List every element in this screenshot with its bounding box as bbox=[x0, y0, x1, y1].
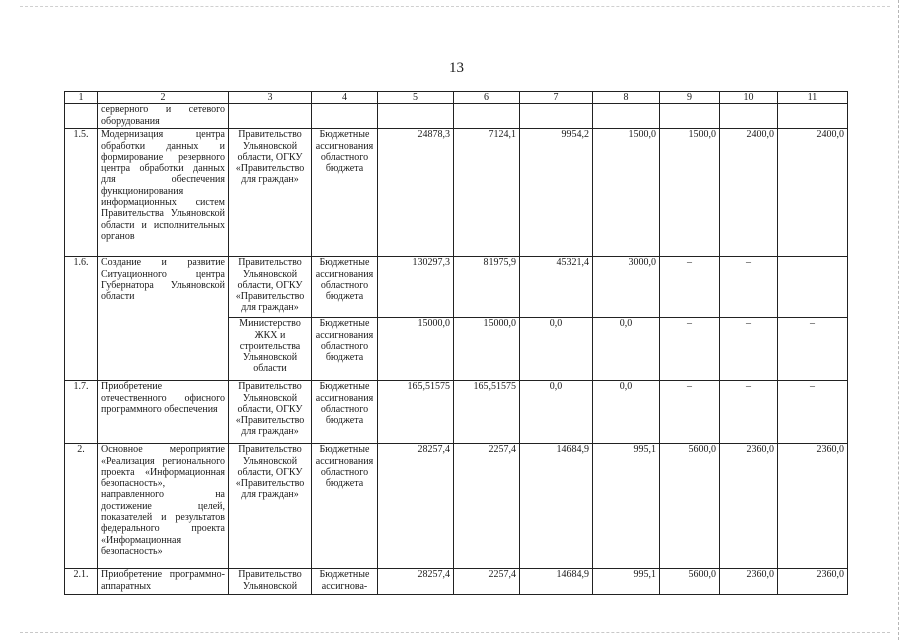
value-col11: 2400,0 bbox=[778, 129, 848, 257]
value-col5: 28257,4 bbox=[378, 569, 454, 595]
scan-artifact-bottom bbox=[20, 632, 890, 633]
table-row bbox=[65, 381, 848, 444]
value-col8: 3000,0 bbox=[593, 257, 660, 318]
funding-source: Бюджетные ассигнования областного бюджета bbox=[312, 318, 378, 381]
measure-name: Модернизация центра обработки данных и формирование резервного центра обработки данных для обеспечения функционирования информационных систем Правительства Ульяновской области и исполнительных органов bbox=[98, 129, 229, 257]
value-col5: 24878,3 bbox=[378, 129, 454, 257]
value-col5 bbox=[378, 104, 454, 129]
value-col5: 130297,3 bbox=[378, 257, 454, 318]
value-col6: 15000,0 bbox=[454, 318, 520, 381]
value-col6: 2257,4 bbox=[454, 569, 520, 595]
value-col11 bbox=[778, 257, 848, 318]
measure-name: Основное мероприятие «Реализация регионального проекта «Информационная безопасность», направленного на достижение целей, показателей и результатов федерального проекта «Информационная безопасность» bbox=[98, 444, 229, 569]
value-col6: 165,51575 bbox=[454, 381, 520, 444]
table-row bbox=[65, 129, 848, 257]
value-col8: 1500,0 bbox=[593, 129, 660, 257]
value-col11: 2360,0 bbox=[778, 569, 848, 595]
value-col8: 0,0 bbox=[593, 318, 660, 381]
value-col8: 0,0 bbox=[593, 381, 660, 444]
scan-artifact-top bbox=[20, 6, 890, 7]
column-header: 8 bbox=[593, 92, 660, 104]
column-header: 6 bbox=[454, 92, 520, 104]
value-col7: 0,0 bbox=[520, 318, 593, 381]
executor: Правительство Ульяновской области, ОГКУ «Правительство для граждан» bbox=[229, 257, 312, 318]
row-number: 2. bbox=[65, 444, 98, 569]
value-col10 bbox=[720, 104, 778, 129]
budget-table bbox=[64, 91, 848, 595]
value-col9: – bbox=[660, 318, 720, 381]
page-number: 13 bbox=[449, 60, 464, 76]
funding-source: Бюджетные ассигнования областного бюджета bbox=[312, 381, 378, 444]
column-header: 1 bbox=[65, 92, 98, 104]
funding-source: Бюджетные ассигнования областного бюджета bbox=[312, 129, 378, 257]
value-col5: 15000,0 bbox=[378, 318, 454, 381]
column-header: 10 bbox=[720, 92, 778, 104]
value-col10: 2360,0 bbox=[720, 569, 778, 595]
column-header: 7 bbox=[520, 92, 593, 104]
column-header: 4 bbox=[312, 92, 378, 104]
executor: Правительство Ульяновской области, ОГКУ «Правительство для граждан» bbox=[229, 444, 312, 569]
row-number: 2.1. bbox=[65, 569, 98, 595]
value-col9: 5600,0 bbox=[660, 444, 720, 569]
funding-source: Бюджетные ассигнова- bbox=[312, 569, 378, 595]
value-col10: 2400,0 bbox=[720, 129, 778, 257]
measure-name: Создание и развитие Ситуационного центра Губернатора Ульяновской области bbox=[98, 257, 229, 381]
table-row bbox=[65, 569, 848, 595]
column-header: 9 bbox=[660, 92, 720, 104]
value-col9: 1500,0 bbox=[660, 129, 720, 257]
value-col8: 995,1 bbox=[593, 569, 660, 595]
value-col11: 2360,0 bbox=[778, 444, 848, 569]
value-col11: – bbox=[778, 381, 848, 444]
executor: Правительство Ульяновской bbox=[229, 569, 312, 595]
value-col10: – bbox=[720, 381, 778, 444]
table-row bbox=[65, 104, 848, 129]
row-number bbox=[65, 104, 98, 129]
table-row bbox=[65, 444, 848, 569]
value-col7 bbox=[520, 104, 593, 129]
value-col9: – bbox=[660, 381, 720, 444]
value-col8: 995,1 bbox=[593, 444, 660, 569]
value-col7: 45321,4 bbox=[520, 257, 593, 318]
value-col6 bbox=[454, 104, 520, 129]
value-col10: – bbox=[720, 318, 778, 381]
measure-name: серверного и сетевого оборудования bbox=[98, 104, 229, 129]
executor bbox=[229, 104, 312, 129]
value-col6: 7124,1 bbox=[454, 129, 520, 257]
value-col6: 2257,4 bbox=[454, 444, 520, 569]
funding-source: Бюджетные ассигнования областного бюджета bbox=[312, 257, 378, 318]
row-number: 1.6. bbox=[65, 257, 98, 381]
column-header: 11 bbox=[778, 92, 848, 104]
value-col10: 2360,0 bbox=[720, 444, 778, 569]
executor: Правительство Ульяновской области, ОГКУ «Правительство для граждан» bbox=[229, 129, 312, 257]
row-number: 1.5. bbox=[65, 129, 98, 257]
value-col5: 28257,4 bbox=[378, 444, 454, 569]
funding-source: Бюджетные ассигнования областного бюджета bbox=[312, 444, 378, 569]
measure-name: Приобретение программно-аппаратных bbox=[98, 569, 229, 595]
executor: Правительство Ульяновской области, ОГКУ «Правительство для граждан» bbox=[229, 381, 312, 444]
column-header: 2 bbox=[98, 92, 229, 104]
value-col5: 165,51575 bbox=[378, 381, 454, 444]
value-col11: – bbox=[778, 318, 848, 381]
value-col11 bbox=[778, 104, 848, 129]
column-header: 3 bbox=[229, 92, 312, 104]
column-header: 5 bbox=[378, 92, 454, 104]
value-col8 bbox=[593, 104, 660, 129]
column-number-row bbox=[65, 92, 848, 104]
value-col7: 0,0 bbox=[520, 381, 593, 444]
funding-source bbox=[312, 104, 378, 129]
measure-name: Приобретение отечественного офисного программного обеспечения bbox=[98, 381, 229, 444]
value-col7: 14684,9 bbox=[520, 569, 593, 595]
value-col10: – bbox=[720, 257, 778, 318]
executor: Министерство ЖКХ и строительства Ульяновской области bbox=[229, 318, 312, 381]
value-col9 bbox=[660, 104, 720, 129]
value-col7: 14684,9 bbox=[520, 444, 593, 569]
page-edge bbox=[897, 0, 899, 640]
value-col6: 81975,9 bbox=[454, 257, 520, 318]
value-col9: 5600,0 bbox=[660, 569, 720, 595]
value-col7: 9954,2 bbox=[520, 129, 593, 257]
value-col9: – bbox=[660, 257, 720, 318]
row-number: 1.7. bbox=[65, 381, 98, 444]
table-row bbox=[65, 257, 848, 318]
